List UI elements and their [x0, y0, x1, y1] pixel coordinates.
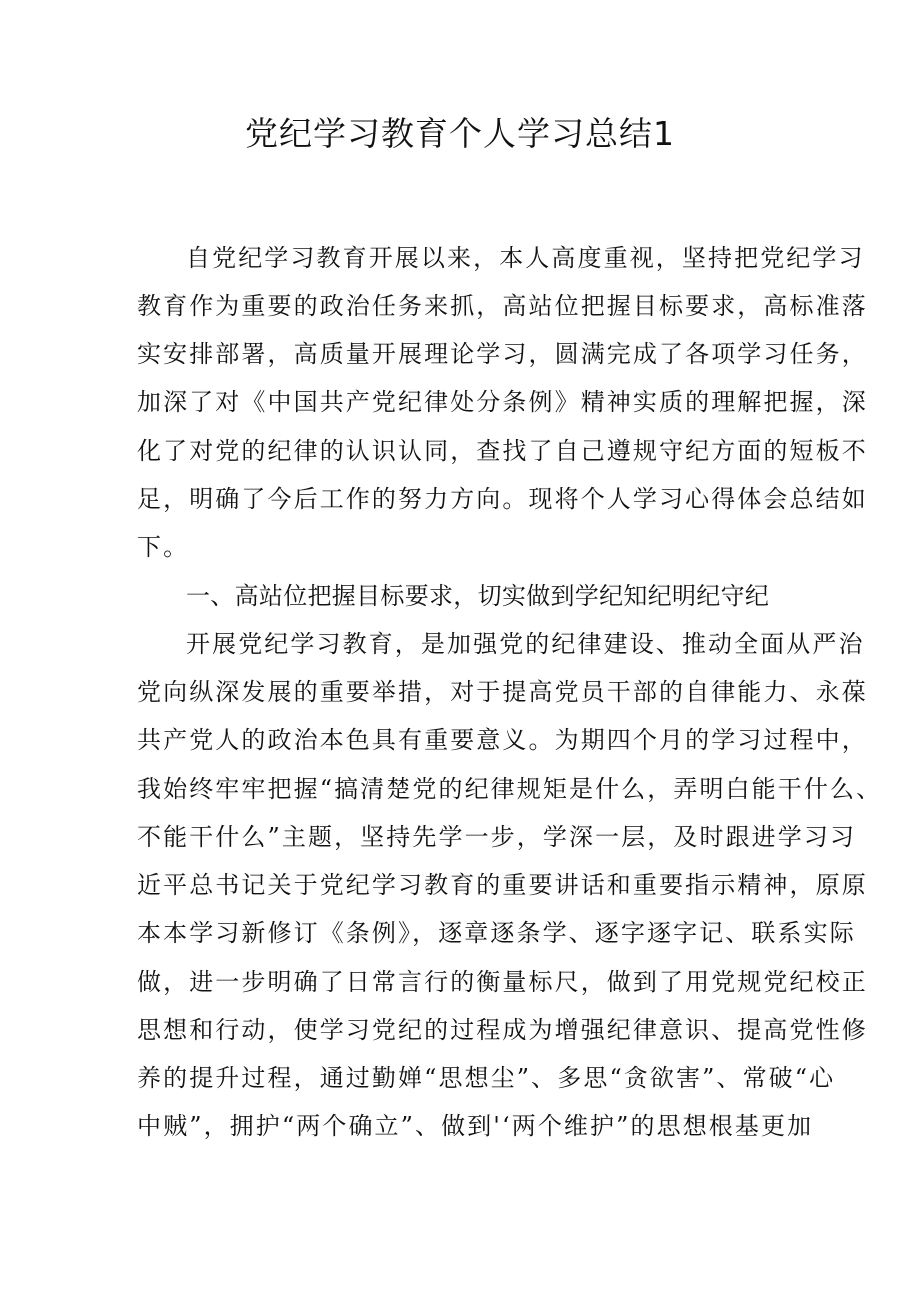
- section-line: 中贼”，拥护“两个确立”、做到'‘两个维护”的思想根基更加: [137, 1112, 814, 1140]
- section-line: 党向纵深发展的重要举措，对于提高党员干部的自律能力、永葆: [137, 678, 868, 706]
- section-line: 共产党人的政治本色具有重要意义。为期四个月的学习过程中，: [137, 726, 868, 754]
- intro-line: 下。: [137, 533, 190, 561]
- intro-line: 自党纪学习教育开展以来，本人高度重视，坚持把党纪学习: [186, 244, 865, 272]
- intro-line: 教育作为重要的政治任务来抓，高站位把握目标要求，高标准落: [137, 292, 868, 320]
- section-line: 近平总书记关于党纪学习教育的重要讲话和重要指示精神，原原: [137, 871, 868, 899]
- section-line: 不能干什么”主题，坚持先学一步，学深一层，及时跟进学习习: [137, 823, 857, 851]
- section-line: 我始终牢牢把握“搞清楚党的纪律规矩是什么，弄明白能干什么、: [137, 775, 883, 803]
- section-line: 思想和行动，使学习党纪的过程成为增强纪律意识、提高党性修: [137, 1016, 868, 1044]
- intro-line: 化了对党的纪律的认识认同，查找了自己遵规守纪方面的短板不: [137, 437, 868, 465]
- intro-line: 实安排部署，高质量开展理论学习，圆满完成了各项学习任务，: [137, 340, 868, 368]
- intro-line: 加深了对《中国共产党纪律处分条例》精神实质的理解把握，深: [137, 388, 868, 416]
- intro-line: 足，明确了今后工作的努力方向。现将个人学习心得体会总结如: [137, 485, 868, 513]
- section-heading: 一、高站位把握目标要求，切实做到学纪知纪明纪守纪: [186, 582, 770, 610]
- section-line: 养的提升过程，通过勤婵“思想尘”、多思“贪欲害”、常破“心: [137, 1064, 836, 1092]
- document-title: 党纪学习教育个人学习总结1: [245, 114, 675, 153]
- section-line: 本本学习新修订《条例》，逐章逐条学、逐字逐字记、联系实际: [137, 919, 856, 947]
- section-line: 做，进一步明确了日常言行的衡量标尺，做到了用党规党纪校正: [137, 968, 868, 996]
- section-line: 开展党纪学习教育，是加强党的纪律建设、推动全面从严治: [186, 630, 865, 658]
